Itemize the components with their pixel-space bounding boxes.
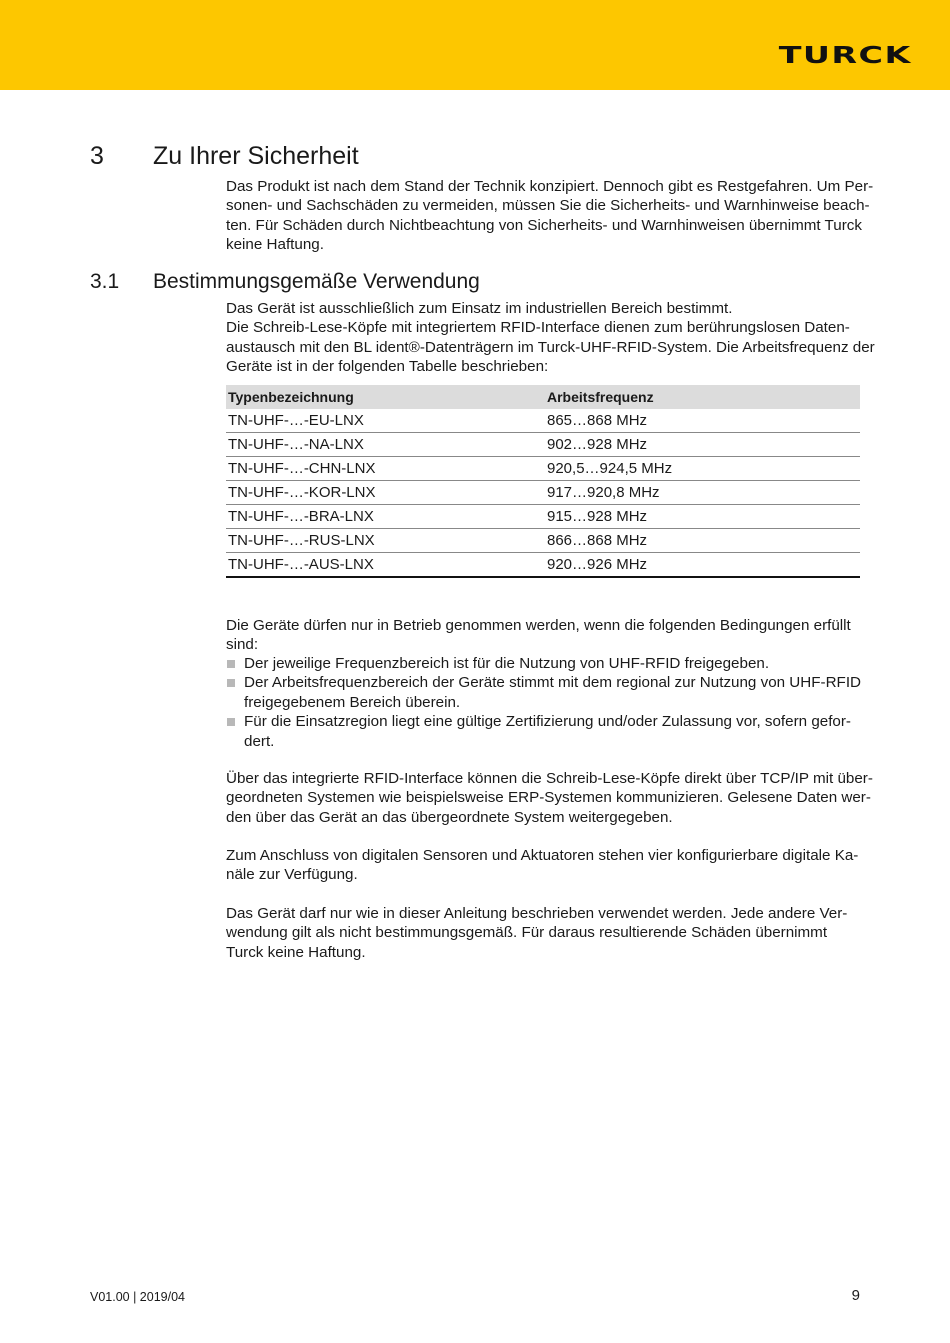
- text-line: geordneten Systemen wie beispielsweise ERP-Systemen kommunizieren. Gelesene Daten wer-: [226, 789, 871, 807]
- table-row: [226, 553, 860, 578]
- type-cell: TN-UHF-…-RUS-LNX: [226, 529, 545, 553]
- frequency-cell: 866…868 MHz: [545, 529, 860, 553]
- text-line: Über das integrierte RFID-Interface können die Schreib-Lese-Köpfe direkt über TCP/IP mit über-: [226, 770, 873, 787]
- text-line: Das Gerät darf nur wie in dieser Anleitung beschrieben verwendet werden. Jede andere Ver-: [226, 905, 848, 922]
- turck-logo: TURCK: [778, 43, 912, 69]
- text-line: Die Schreib-Lese-Köpfe mit integriertem RFID-Interface dienen zum berührungslosen Daten-: [226, 319, 850, 337]
- conditions-list: [226, 654, 866, 751]
- section-intro-paragraph: [226, 299, 875, 377]
- text-line: Der Arbeitsfrequenzbereich der Geräte stimmt mit dem regional zur Nutzung von UHF-RFID: [244, 674, 862, 692]
- section-number: 3.1: [90, 270, 120, 293]
- section-title: Bestimmungsgemäße Verwendung: [153, 270, 480, 293]
- text-line: Geräte ist in der folgenden Tabelle beschrieben:: [226, 358, 549, 376]
- text-line: austausch mit den BL ident®-Datenträgern im Turck-UHF-RFID-System. Die Arbeitsfrequenz der: [226, 338, 875, 356]
- table-row: [226, 505, 860, 529]
- text-line: näle zur Verfügung.: [226, 866, 358, 884]
- table-row: [226, 457, 860, 481]
- type-cell: TN-UHF-…-NA-LNX: [226, 433, 545, 457]
- text-line: dert.: [244, 732, 275, 750]
- table-header-row: [226, 385, 860, 409]
- table-row: [226, 481, 860, 505]
- table-row: [226, 433, 860, 457]
- text-line: sind:: [226, 636, 259, 654]
- text-line: Die Geräte dürfen nur in Betrieb genommen werden, wenn die folgenden Bedingungen erfüllt: [226, 617, 851, 634]
- page-number: 9: [851, 1287, 860, 1304]
- type-cell: TN-UHF-…-EU-LNX: [226, 409, 545, 433]
- usage-paragraph: [226, 904, 862, 962]
- intro-paragraph: [226, 177, 874, 255]
- text-line: Zum Anschluss von digitalen Sensoren und Aktuatoren stehen vier konfigurierbare digitale Ka-: [226, 847, 859, 864]
- frequency-cell: 920…926 MHz: [545, 553, 860, 578]
- text-line: Turck keine Haftung.: [226, 943, 366, 961]
- text-line: sonen- und Sachschäden zu vermeiden, müssen Sie die Sicherheits- und Warnhinweise beach-: [226, 197, 870, 215]
- frequency-cell: 917…920,8 MHz: [545, 481, 860, 505]
- io-paragraph: [226, 846, 862, 885]
- chapter-number: 3: [90, 142, 104, 170]
- list-item: [226, 712, 866, 751]
- type-cell: TN-UHF-…-KOR-LNX: [226, 481, 545, 505]
- bullet-square-icon: [227, 718, 235, 726]
- footer-version: V01.00 | 2019/04: [90, 1290, 185, 1304]
- text-line: Für die Einsatzregion liegt eine gültige Zertifizierung und/oder Zulassung vor, sofern gefor-: [244, 713, 851, 731]
- tcp-paragraph: [226, 769, 873, 827]
- text-line: Der jeweilige Frequenzbereich ist für die Nutzung von UHF-RFID freigegeben.: [244, 655, 770, 672]
- list-item: [226, 654, 866, 673]
- table-row: [226, 409, 860, 433]
- column-header-frequency: Arbeitsfrequenz: [545, 385, 860, 409]
- table-row: [226, 529, 860, 553]
- frequency-cell: 865…868 MHz: [545, 409, 860, 433]
- list-item: [226, 673, 866, 712]
- text-line: Das Gerät ist ausschließlich zum Einsatz im industriellen Bereich bestimmt.: [226, 300, 733, 317]
- frequency-cell: 902…928 MHz: [545, 433, 860, 457]
- column-header-type: Typenbezeichnung: [226, 385, 545, 409]
- chapter-title: Zu Ihrer Sicherheit: [153, 142, 359, 170]
- bullet-square-icon: [227, 679, 235, 687]
- text-line: ten. Für Schäden durch Nichtbeachtung von Sicherheits- und Warnhinweisen übernimmt Turck: [226, 216, 862, 234]
- conditions-intro-paragraph: [226, 616, 862, 655]
- header-band: [0, 0, 950, 90]
- text-line: keine Haftung.: [226, 236, 324, 254]
- type-cell: TN-UHF-…-AUS-LNX: [226, 553, 545, 578]
- bullet-square-icon: [227, 660, 235, 668]
- frequency-cell: 915…928 MHz: [545, 505, 860, 529]
- text-line: Das Produkt ist nach dem Stand der Technik konzipiert. Dennoch gibt es Restgefahren. Um Per-: [226, 178, 874, 195]
- frequency-cell: 920,5…924,5 MHz: [545, 457, 860, 481]
- text-line: den über das Gerät an das übergeordnete System weitergegeben.: [226, 808, 673, 826]
- frequency-table: [226, 385, 860, 578]
- text-line: wendung gilt als nicht bestimmungsgemäß. Für daraus resultierende Schäden übernimmt: [226, 924, 828, 942]
- text-line: freigegebenem Bereich überein.: [244, 693, 461, 711]
- type-cell: TN-UHF-…-CHN-LNX: [226, 457, 545, 481]
- type-cell: TN-UHF-…-BRA-LNX: [226, 505, 545, 529]
